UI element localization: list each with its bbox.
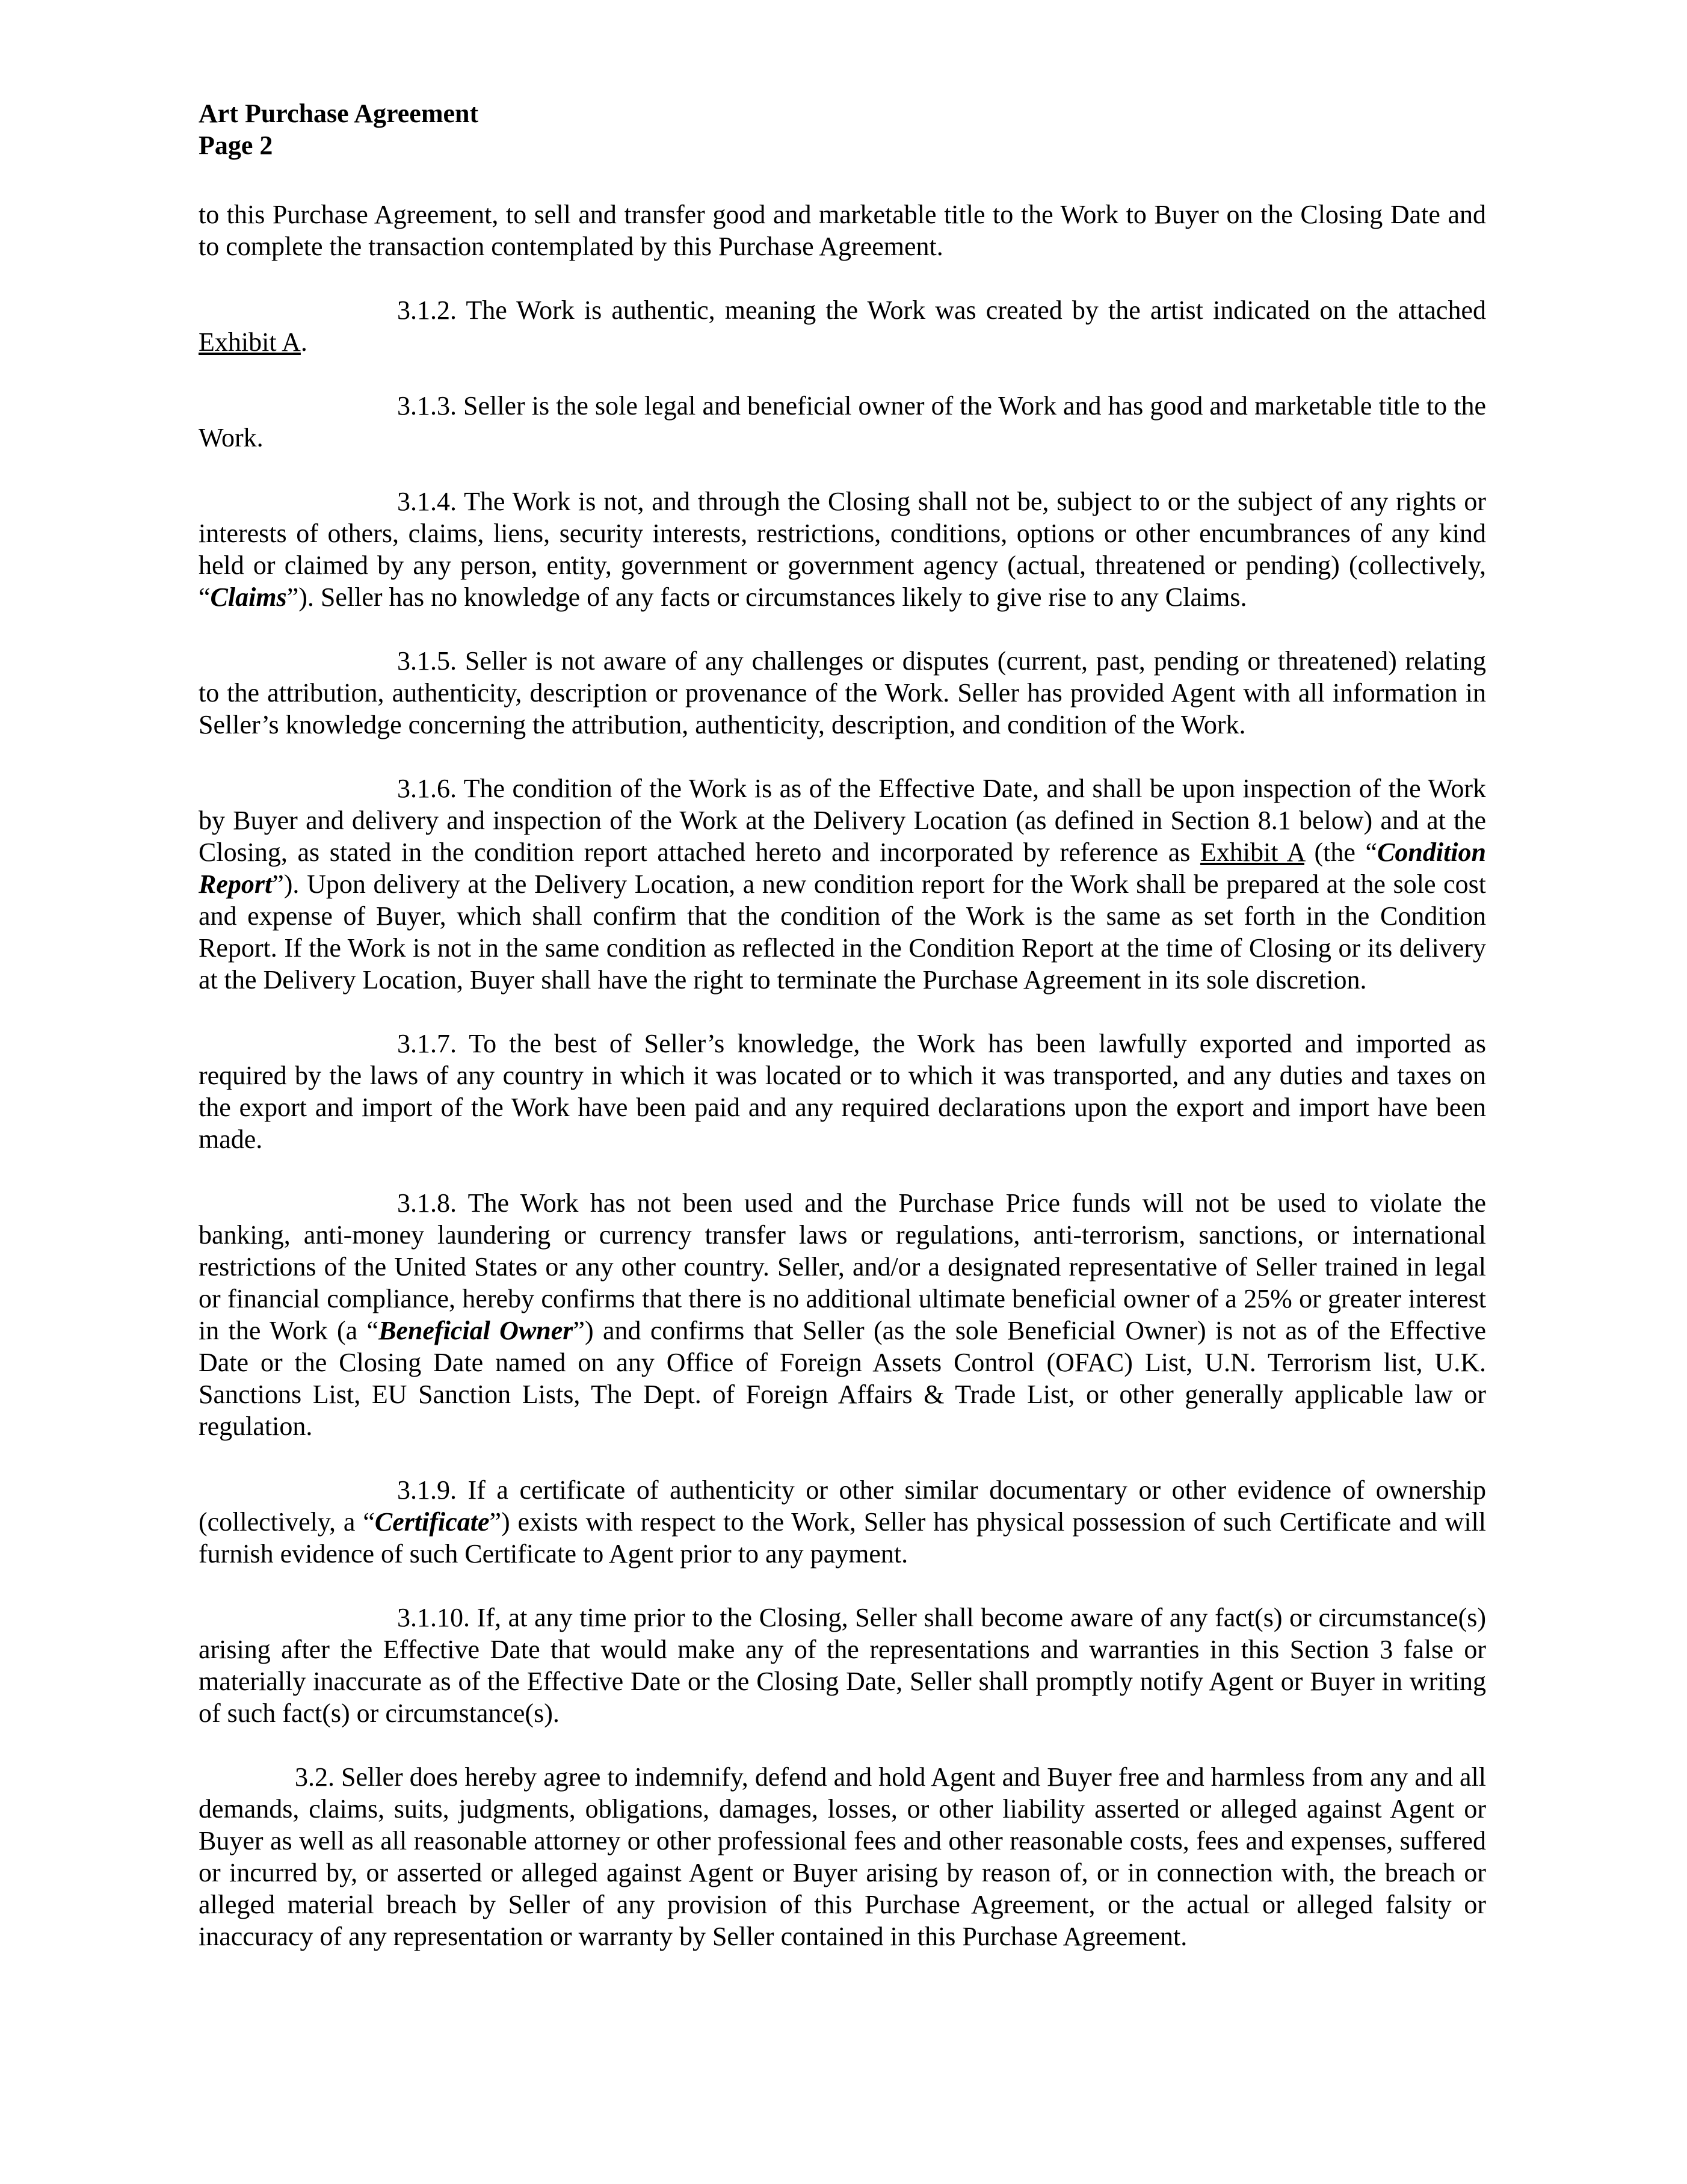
text-run: 3.1.6. The condition of the Work is as of the Effective Date, and shall be upon inspection of the Work by Buyer and delivery and inspection of the Work at the Delivery Location (as defined in Section 8.1 below) and at the Closing, as stated in the condition report attached hereto and incorporated by reference as: [199, 774, 1486, 867]
paragraph-3-1-6: [199, 773, 1486, 996]
defined-term-condition-report: Condition Report: [199, 838, 1486, 899]
text-run: ”) exists with respect to the Work, Seller has physical possession of such Certificate and will furnish evidence of such Certificate to Agent prior to any payment.: [199, 1507, 1487, 1569]
defined-term-claims: Claims: [210, 582, 287, 612]
text-run: 3.1.8. The Work has not been used and the Purchase Price funds will not be used to violate the banking, anti-money laundering or currency transfer laws or regulations, anti-terrorism, sanctions, or international restrictions of the United States or any other country. Seller, and/or a designated representative of Seller trained in legal or financial compliance, hereby confirms that there is no additional ultimate beneficial owner of a 25% or greater interest in the Work (a “: [199, 1188, 1486, 1345]
text-run: to this Purchase Agreement, to sell and transfer good and marketable title to the Work to Buyer on the Closing Date and to complete the transaction contemplated by this Purchase Agreement.: [199, 200, 1486, 261]
exhibit-a-reference: Exhibit A: [1200, 838, 1304, 867]
text-run: 3.1.7. To the best of Seller’s knowledge, the Work has been lawfully exported and imported as required by the laws of any country in which it was located or to which it was transported, and any duties and taxes on the export and import of the Work have been paid and any required declarations upon the export and import have been made.: [199, 1029, 1486, 1154]
document-title: Art Purchase Agreement: [199, 99, 479, 128]
text-run: 3.1.2. The Work is authentic, meaning the Work was created by the artist indicated on the attached: [397, 295, 1486, 325]
document-header: [199, 97, 1486, 161]
text-run: 3.2. Seller does hereby agree to indemnify, defend and hold Agent and Buyer free and harmless from any and all demands, claims, suits, judgments, obligations, damages, losses, or other liability asserted or alleged against Agent or Buyer as well as all reasonable attorney or other professional fees and other reasonable costs, fees and expenses, suffered or incurred by, or asserted or alleged against Agent or Buyer arising by reason of, or in connection with, the breach or alleged material breach by Seller of any provision of this Purchase Agreement, or the actual or alleged falsity or inaccuracy of any representation or warranty by Seller contained in this Purchase Agreement.: [199, 1762, 1486, 1951]
paragraph-3-1-5: [199, 645, 1486, 741]
paragraph-3-1-2: [199, 294, 1486, 358]
defined-term-certificate: Certificate: [374, 1507, 490, 1537]
paragraph-3-1-4: [199, 486, 1486, 613]
defined-term-beneficial-owner: Beneficial Owner: [378, 1316, 573, 1345]
paragraph-3-1-9: [199, 1474, 1486, 1570]
paragraph-3-1-3: [199, 390, 1486, 454]
text-run: ”). Upon delivery at the Delivery Location, a new condition report for the Work shall be prepared at the sole cost and expense of Buyer, which shall confirm that the condition of the Work is the same as set forth in the Condition Report. If the Work is not in the same condition as reflected in the Condition Report at the time of Closing or its delivery at the Delivery Location, Buyer shall have the right to terminate the Purchase Agreement in its sole discretion.: [199, 869, 1486, 995]
paragraph-3-1-10: [199, 1602, 1486, 1729]
page-number: Page 2: [199, 131, 273, 160]
paragraph-3-1-7: [199, 1028, 1486, 1155]
exhibit-a-reference: Exhibit A: [199, 327, 301, 357]
text-run: 3.1.4. The Work is not, and through the Closing shall not be, subject to or the subject of any rights or interests of others, claims, liens, security interests, restrictions, conditions, options or other encumbrances of any kind held or claimed by any person, entity, government or government agency (actual, threatened or pending) (collectively, “: [199, 487, 1486, 612]
paragraph-3-1-8: [199, 1187, 1486, 1442]
text-run: 3.1.10. If, at any time prior to the Closing, Seller shall become aware of any fact(s) or circumstance(s) arising after the Effective Date that would make any of the representations and warranties in this Section 3 false or materially inaccurate as of the Effective Date or the Closing Date, Seller shall promptly notify Agent or Buyer in writing of such fact(s) or circumstance(s).: [199, 1603, 1486, 1728]
text-run: ”) and confirms that Seller (as the sole Beneficial Owner) is not as of the Effective Date or the Closing Date named on any Office of Foreign Assets Control (OFAC) List, U.N. Terrorism list, U.K. Sanctions List, EU Sanction Lists, The Dept. of Foreign Affairs & Trade List, or other generally applicable law or regulation.: [199, 1316, 1486, 1441]
paragraph-3-2: [199, 1761, 1486, 1952]
text-run: (the “: [1304, 838, 1378, 867]
text-run: 3.1.3. Seller is the sole legal and beneficial owner of the Work and has good and marketable title to the Work.: [199, 391, 1486, 452]
text-run: ”). Seller has no knowledge of any facts or circumstances likely to give rise to any Claims.: [286, 582, 1247, 612]
text-run: 3.1.5. Seller is not aware of any challenges or disputes (current, past, pending or threatened) relating to the attribution, authenticity, description or provenance of the Work. Seller has provided Agent with all information in Seller’s knowledge concerning the attribution, authenticity, description, and condition of the Work.: [199, 646, 1486, 739]
paragraph-intro-continuation: [199, 199, 1486, 262]
text-run: 3.1.9. If a certificate of authenticity or other similar documentary or other evidence of ownership (collectively, a “: [199, 1475, 1486, 1537]
text-run: .: [300, 327, 307, 357]
